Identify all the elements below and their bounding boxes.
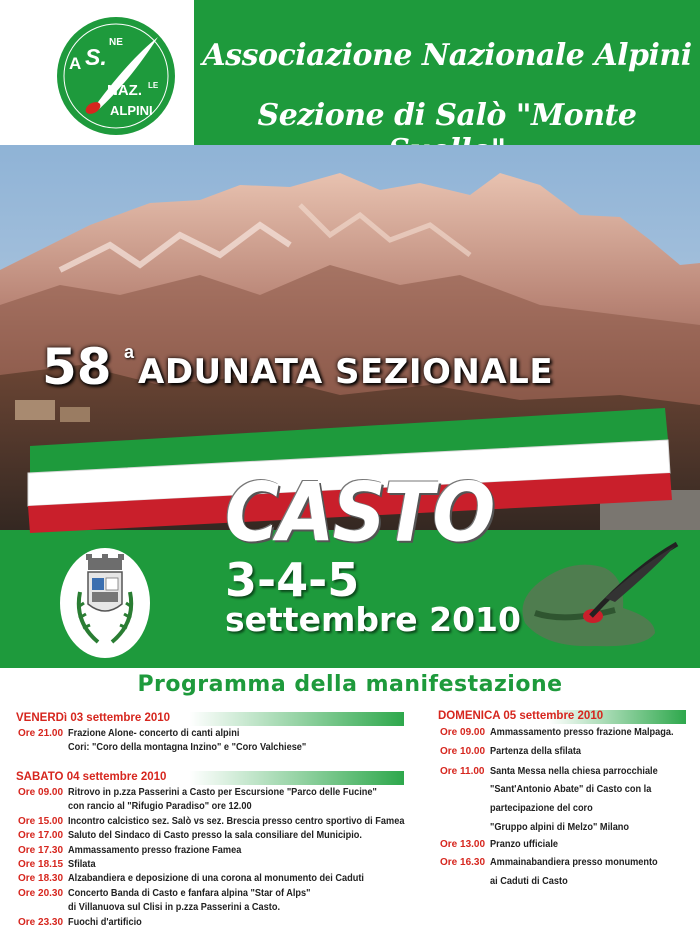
item-desc: Ammainabandiera presso monumento xyxy=(490,857,658,868)
item-time: Ore 15.00 xyxy=(18,816,64,827)
friday-title: VENERDì 03 settembre 2010 xyxy=(16,712,171,724)
header-title-panel xyxy=(194,0,700,145)
sunday-item-cont: partecipazione del coro xyxy=(490,803,593,814)
saturday-item xyxy=(18,888,332,900)
logo-le: LE xyxy=(148,81,159,90)
logo-ne: NE xyxy=(109,37,123,48)
logo-letter-a: A xyxy=(69,54,82,73)
item-desc: Ammassamento presso frazione Malpaga. xyxy=(490,727,674,738)
event-month-year: settembre 2010 xyxy=(225,600,521,639)
logo-naz: NAZ. xyxy=(107,82,142,99)
item-time: Ore 17.30 xyxy=(18,845,64,856)
logo-letter-s: S. xyxy=(85,44,107,70)
alpini-hat-feather-icon xyxy=(505,538,685,653)
item-desc: Saluto del Sindaco di Casto presso la sala consiliare del Municipio. xyxy=(68,830,362,841)
sunday-item xyxy=(440,839,564,851)
event-title: ADUNATA SEZIONALE xyxy=(138,352,554,392)
item-time: Ore 18.15 xyxy=(18,859,64,870)
sunday-item xyxy=(440,857,672,869)
sunday-item xyxy=(440,746,589,758)
item-time: Ore 11.00 xyxy=(440,766,485,777)
edition-ordinal: a xyxy=(124,342,135,362)
item-time: Ore 13.00 xyxy=(440,839,486,850)
saturday-item xyxy=(18,816,434,828)
saturday-item-cont: di Villanuova sul Clisi in p.zza Passerini a Casto. xyxy=(68,902,281,913)
sunday-item-cont: "Gruppo alpini di Melzo" Milano xyxy=(490,822,630,833)
header-section-name: Sezione di Salò "Monte xyxy=(257,98,637,133)
sunday-item xyxy=(440,766,672,778)
item-desc: Concerto Banda di Casto e fanfara alpina "Star of Alps" xyxy=(68,888,311,899)
header-association-name: Associazione Nazionale Alpini xyxy=(202,38,692,73)
logo-alpini: ALPINI xyxy=(110,103,153,118)
item-time: Ore 09.00 xyxy=(18,787,64,798)
friday-item-cont: Cori: "Coro della montagna Inzino" e "Coro Valchiese" xyxy=(68,742,307,753)
friday-item xyxy=(18,728,254,740)
saturday-item xyxy=(18,787,404,799)
sunday-item xyxy=(440,727,690,739)
item-time: Ore 21.00 xyxy=(18,728,64,739)
edition-number: 58 xyxy=(42,338,112,396)
saturday-item xyxy=(18,917,148,929)
item-desc: Incontro calcistico sez. Salò vs sez. Brescia presso centro sportivo di Famea xyxy=(68,816,405,827)
sunday-item-cont: "Sant'Antonio Abate" di Casto con la xyxy=(490,784,652,795)
location-name: CASTO xyxy=(225,465,494,561)
item-desc: Ritrovo in p.zza Passerini a Casto per Escursione "Parco delle Fucine" xyxy=(68,787,377,798)
item-desc: Sfilata xyxy=(68,859,96,870)
item-time: Ore 23.30 xyxy=(18,917,64,928)
event-days: 3-4-5 xyxy=(225,553,360,607)
item-desc: Fuochi d'artificio xyxy=(68,917,142,928)
item-time: Ore 10.00 xyxy=(440,746,486,757)
item-desc: Santa Messa nella chiesa parrocchiale xyxy=(490,766,658,777)
casto-coat-of-arms-icon xyxy=(68,552,142,652)
saturday-title: SABATO 04 settembre 2010 xyxy=(16,771,167,783)
item-desc: Partenza della sfilata xyxy=(490,746,582,757)
saturday-item xyxy=(18,845,256,857)
section-divider xyxy=(0,665,700,668)
ana-logo-icon xyxy=(55,15,177,137)
item-time: Ore 18.30 xyxy=(18,873,64,884)
item-desc: Pranzo ufficiale xyxy=(490,839,558,850)
item-time: Ore 20.30 xyxy=(18,888,64,899)
saturday-item-cont: con rancio al "Rifugio Paradiso" ore 12.00 xyxy=(68,801,252,812)
sunday-item-cont: ai Caduti di Casto xyxy=(490,876,568,887)
sunday-title: DOMENICA 05 settembre 2010 xyxy=(438,710,604,722)
item-desc: Ammassamento presso frazione Famea xyxy=(68,845,242,856)
saturday-item xyxy=(18,873,390,885)
item-desc: Alzabandiera e deposizione di una corona al monumento dei Caduti xyxy=(68,873,364,884)
item-desc: Frazione Alone- concerto di canti alpini xyxy=(68,728,240,739)
programme-title: Programma della manifestazione xyxy=(137,672,563,697)
item-time: Ore 16.30 xyxy=(440,857,486,868)
item-time: Ore 17.00 xyxy=(18,830,64,841)
saturday-item xyxy=(18,859,98,871)
item-time: Ore 09.00 xyxy=(440,727,486,738)
saturday-item xyxy=(18,830,388,842)
